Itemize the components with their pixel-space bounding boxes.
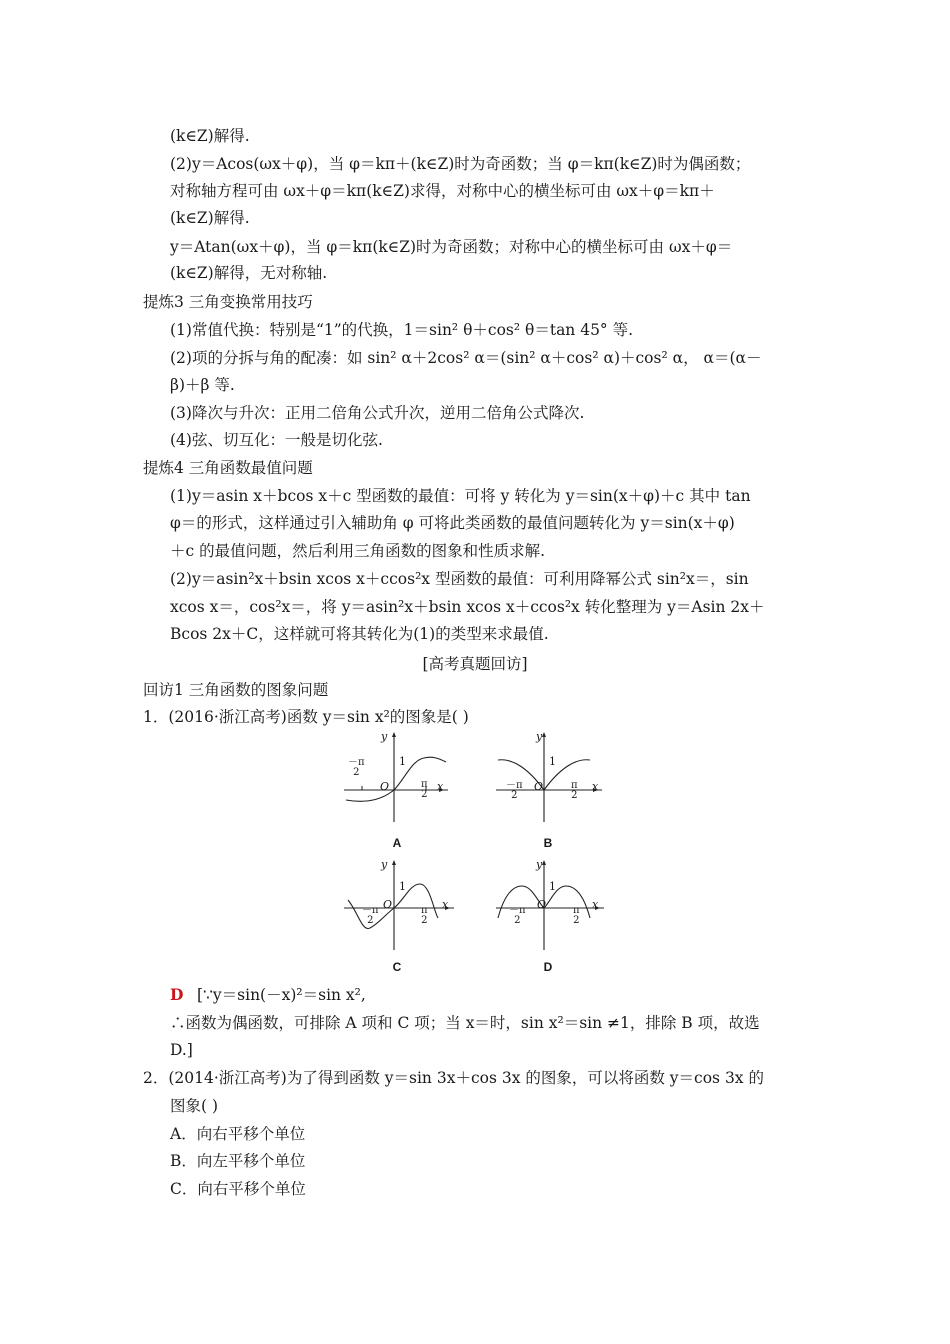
text-line: (k∈Z)解得. <box>170 209 250 227</box>
section-heading: 提炼4 三角函数最值问题 <box>143 459 313 477</box>
tick-one: 1 <box>399 755 406 768</box>
text-line: (k∈Z)解得，无对称轴. <box>170 264 328 282</box>
tick-neg-pi-half: －π 2 <box>509 905 526 926</box>
graph-a-label: A <box>392 836 402 850</box>
text-line: φ＝的形式，这样通过引入辅助角 φ 可将此类函数的最值问题转化为 y＝sin(x＋φ) <box>170 514 735 532</box>
answer-letter: D <box>170 985 184 1004</box>
answer-line: [∵y＝sin(－x)²＝sin x², <box>197 986 366 1004</box>
text-line: (4)弦、切互化：一般是切化弦. <box>170 431 383 449</box>
text-line: 对称轴方程可由 ωx＋φ＝kπ(k∈Z)求得，对称中心的横坐标可由 ωx＋φ＝kπ＋ <box>170 182 715 200</box>
axis-label-x: x <box>437 780 444 793</box>
question-2: 2．(2014·浙江高考)为了得到函数 y＝sin 3x＋cos 3x 的图象，可以将函数 y＝cos 3x 的 <box>143 1069 764 1087</box>
origin-label: O <box>383 898 393 911</box>
graph-d-label: D <box>543 960 553 974</box>
section-heading: 提炼3 三角变换常用技巧 <box>143 293 313 311</box>
text-line: β)＋β 等. <box>170 376 235 394</box>
axis-label-y: y <box>536 730 543 743</box>
review-title: 回访1 三角函数的图象问题 <box>143 681 329 699</box>
question-2-cont: 图象( ) <box>170 1097 219 1115</box>
text-line: (3)降次与升次：正用二倍角公式升次，逆用二倍角公式降次. <box>170 404 585 422</box>
tick-one: 1 <box>399 880 406 893</box>
graph-c <box>340 856 456 952</box>
text-line: xcos x＝，cos²x＝，将 y＝asin²x＋bsin xcos x＋ccos²x 转化整理为 y＝Asin 2x＋ <box>170 598 765 616</box>
option-a: A．向右平移个单位 <box>170 1125 306 1143</box>
axis-label-y: y <box>536 858 543 871</box>
text-line: (1)常值代换：特别是“1”的代换，1＝sin² θ＋cos² θ＝tan 45° 等. <box>170 321 634 339</box>
origin-label: O <box>534 780 544 793</box>
section-title: [高考真题回访] <box>422 655 528 673</box>
graph-d <box>492 856 608 952</box>
tick-pi-half: π 2 <box>421 905 428 926</box>
origin-label: O <box>380 780 390 793</box>
option-b: B．向左平移个单位 <box>170 1152 306 1170</box>
tick-neg-pi-half: －π 2 <box>362 905 379 926</box>
graph-c-label: C <box>392 960 402 974</box>
text-line: (2)y＝Acos(ωx＋φ)，当 φ＝kπ＋(k∈Z)时为奇函数；当 φ＝kπ(k∈Z)时为偶函数； <box>170 155 751 173</box>
tick-neg-pi-half: －π 2 <box>506 780 523 801</box>
axis-label-x: x <box>592 898 599 911</box>
text-line: ＋c 的最值问题，然后利用三角函数的图象和性质求解. <box>170 542 546 560</box>
text-line: y＝Atan(ωx＋φ)，当 φ＝kπ(k∈Z)时为奇函数；对称中心的横坐标可由 ωx＋φ＝ <box>170 238 733 256</box>
axis-label-y: y <box>381 730 388 743</box>
text-line: (2)y＝asin²x＋bsin xcos x＋ccos²x 型函数的最值：可利用降幂公式 sin²x＝，sin <box>170 570 749 588</box>
text-line: Bcos 2x＋C，这样就可将其转化为(1)的类型来求最值. <box>170 625 549 643</box>
graph-b <box>492 728 604 824</box>
tick-pi-half: π 2 <box>573 905 580 926</box>
tick-one: 1 <box>549 755 556 768</box>
axis-label-y: y <box>381 858 388 871</box>
text-line: (k∈Z)解得. <box>170 127 250 145</box>
graph-b-label: B <box>543 836 553 850</box>
question-1: 1．(2016·浙江高考)函数 y＝sin x²的图象是( ) <box>143 708 469 726</box>
answer-line: D.] <box>170 1041 193 1059</box>
axis-label-x: x <box>592 780 599 793</box>
text-line: (1)y＝asin x＋bcos x＋c 型函数的最值：可将 y 转化为 y＝sin(x＋φ)＋c 其中 tan <box>170 487 751 505</box>
axis-label-x: x <box>442 898 449 911</box>
answer-line: ∴函数为偶函数，可排除 A 项和 C 项；当 x＝时，sin x²＝sin ≠1，排除 B 项，故选 <box>170 1014 760 1032</box>
text-line: (2)项的分拆与角的配凑：如 sin² α＋2cos² α＝(sin² α＋cos² α)＋cos² α， α＝(α－ <box>170 349 762 367</box>
tick-neg-pi-half: －π 2 <box>348 757 365 778</box>
origin-label: O <box>537 898 547 911</box>
tick-one: 1 <box>549 880 556 893</box>
tick-pi-half: π 2 <box>571 780 578 801</box>
tick-pi-half: π 2 <box>421 779 428 800</box>
option-c: C．向右平移个单位 <box>170 1180 306 1198</box>
